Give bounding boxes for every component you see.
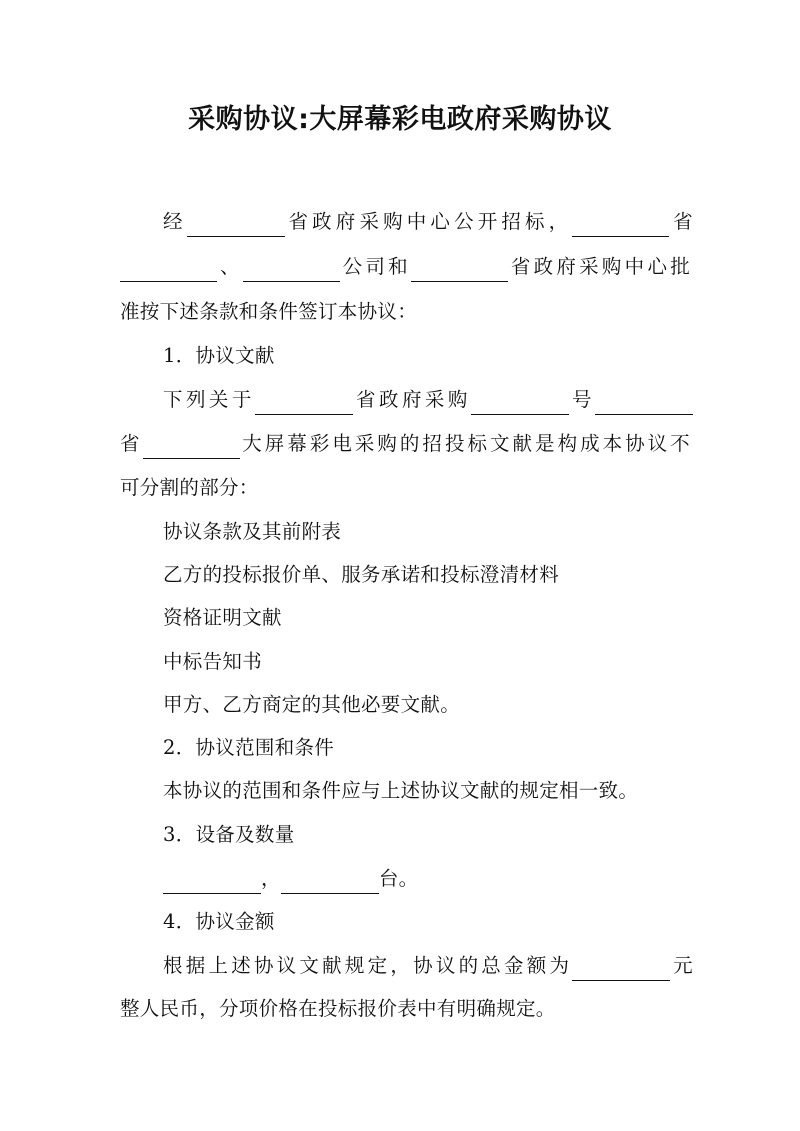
paragraph-line: 可分割的部分： <box>120 476 259 499</box>
paragraph-line <box>120 429 690 459</box>
text-span: 省 <box>120 432 143 455</box>
text-span: 经 <box>163 210 187 233</box>
fill-blank <box>572 958 670 981</box>
paragraph-line <box>163 951 693 981</box>
fill-blank <box>143 436 240 459</box>
text-span: 省政府采购中心批 <box>507 255 690 278</box>
fill-blank <box>120 259 217 282</box>
list-item: 中标告知书 <box>163 650 263 673</box>
paragraph-line <box>163 385 693 415</box>
text-span: 、 <box>217 255 243 278</box>
text-span: 根据上述协议文献规定，协议的总金额为 <box>163 954 573 977</box>
list-item: 协议条款及其前附表 <box>163 520 342 543</box>
fill-blank <box>411 259 508 282</box>
list-item: 甲方、乙方商定的其他必要文献。 <box>163 693 461 716</box>
fill-blank <box>572 214 669 237</box>
fill-blank <box>163 871 261 894</box>
paragraph-line <box>163 864 693 894</box>
fill-blank <box>255 392 353 415</box>
text-span: 台。 <box>378 867 419 890</box>
fill-blank <box>595 392 693 415</box>
text-span: 元 <box>670 954 693 977</box>
section-heading: 3．设备及数量 <box>163 823 295 846</box>
list-item: 乙方的投标报价单、服务承诺和投标澄清材料 <box>163 563 560 586</box>
text-span: 省政府采购中心公开招标， <box>284 210 573 233</box>
text-span: 下列关于 <box>163 388 255 411</box>
paragraph-line: 本协议的范围和条件应与上述协议文献的规定相一致。 <box>163 779 639 802</box>
paragraph-line: 整人民币，分项价格在投标报价表中有明确规定。 <box>120 997 556 1020</box>
paragraph-line <box>120 252 690 282</box>
fill-blank <box>243 259 340 282</box>
text-span: ， <box>261 867 281 890</box>
section-heading: 4．协议金额 <box>163 910 275 933</box>
paragraph-line: 准按下述条款和条件签订本协议： <box>120 300 418 323</box>
text-span: 公司和 <box>339 255 411 278</box>
fill-blank <box>187 214 285 237</box>
text-span: 省政府采购 <box>352 388 471 411</box>
fill-blank <box>281 871 379 894</box>
list-item: 资格证明文献 <box>163 606 282 629</box>
paragraph-line <box>163 207 693 237</box>
section-heading: 1．协议文献 <box>163 344 275 367</box>
fill-blank <box>471 392 569 415</box>
text-span: 大屏幕彩电采购的招投标文献是构成本协议不 <box>239 432 690 455</box>
text-span: 号 <box>568 388 595 411</box>
document-title: 采购协议:大屏幕彩电政府采购协议 <box>188 104 612 135</box>
section-heading: 2．协议范围和条件 <box>163 736 335 759</box>
text-span: 省 <box>669 210 693 233</box>
